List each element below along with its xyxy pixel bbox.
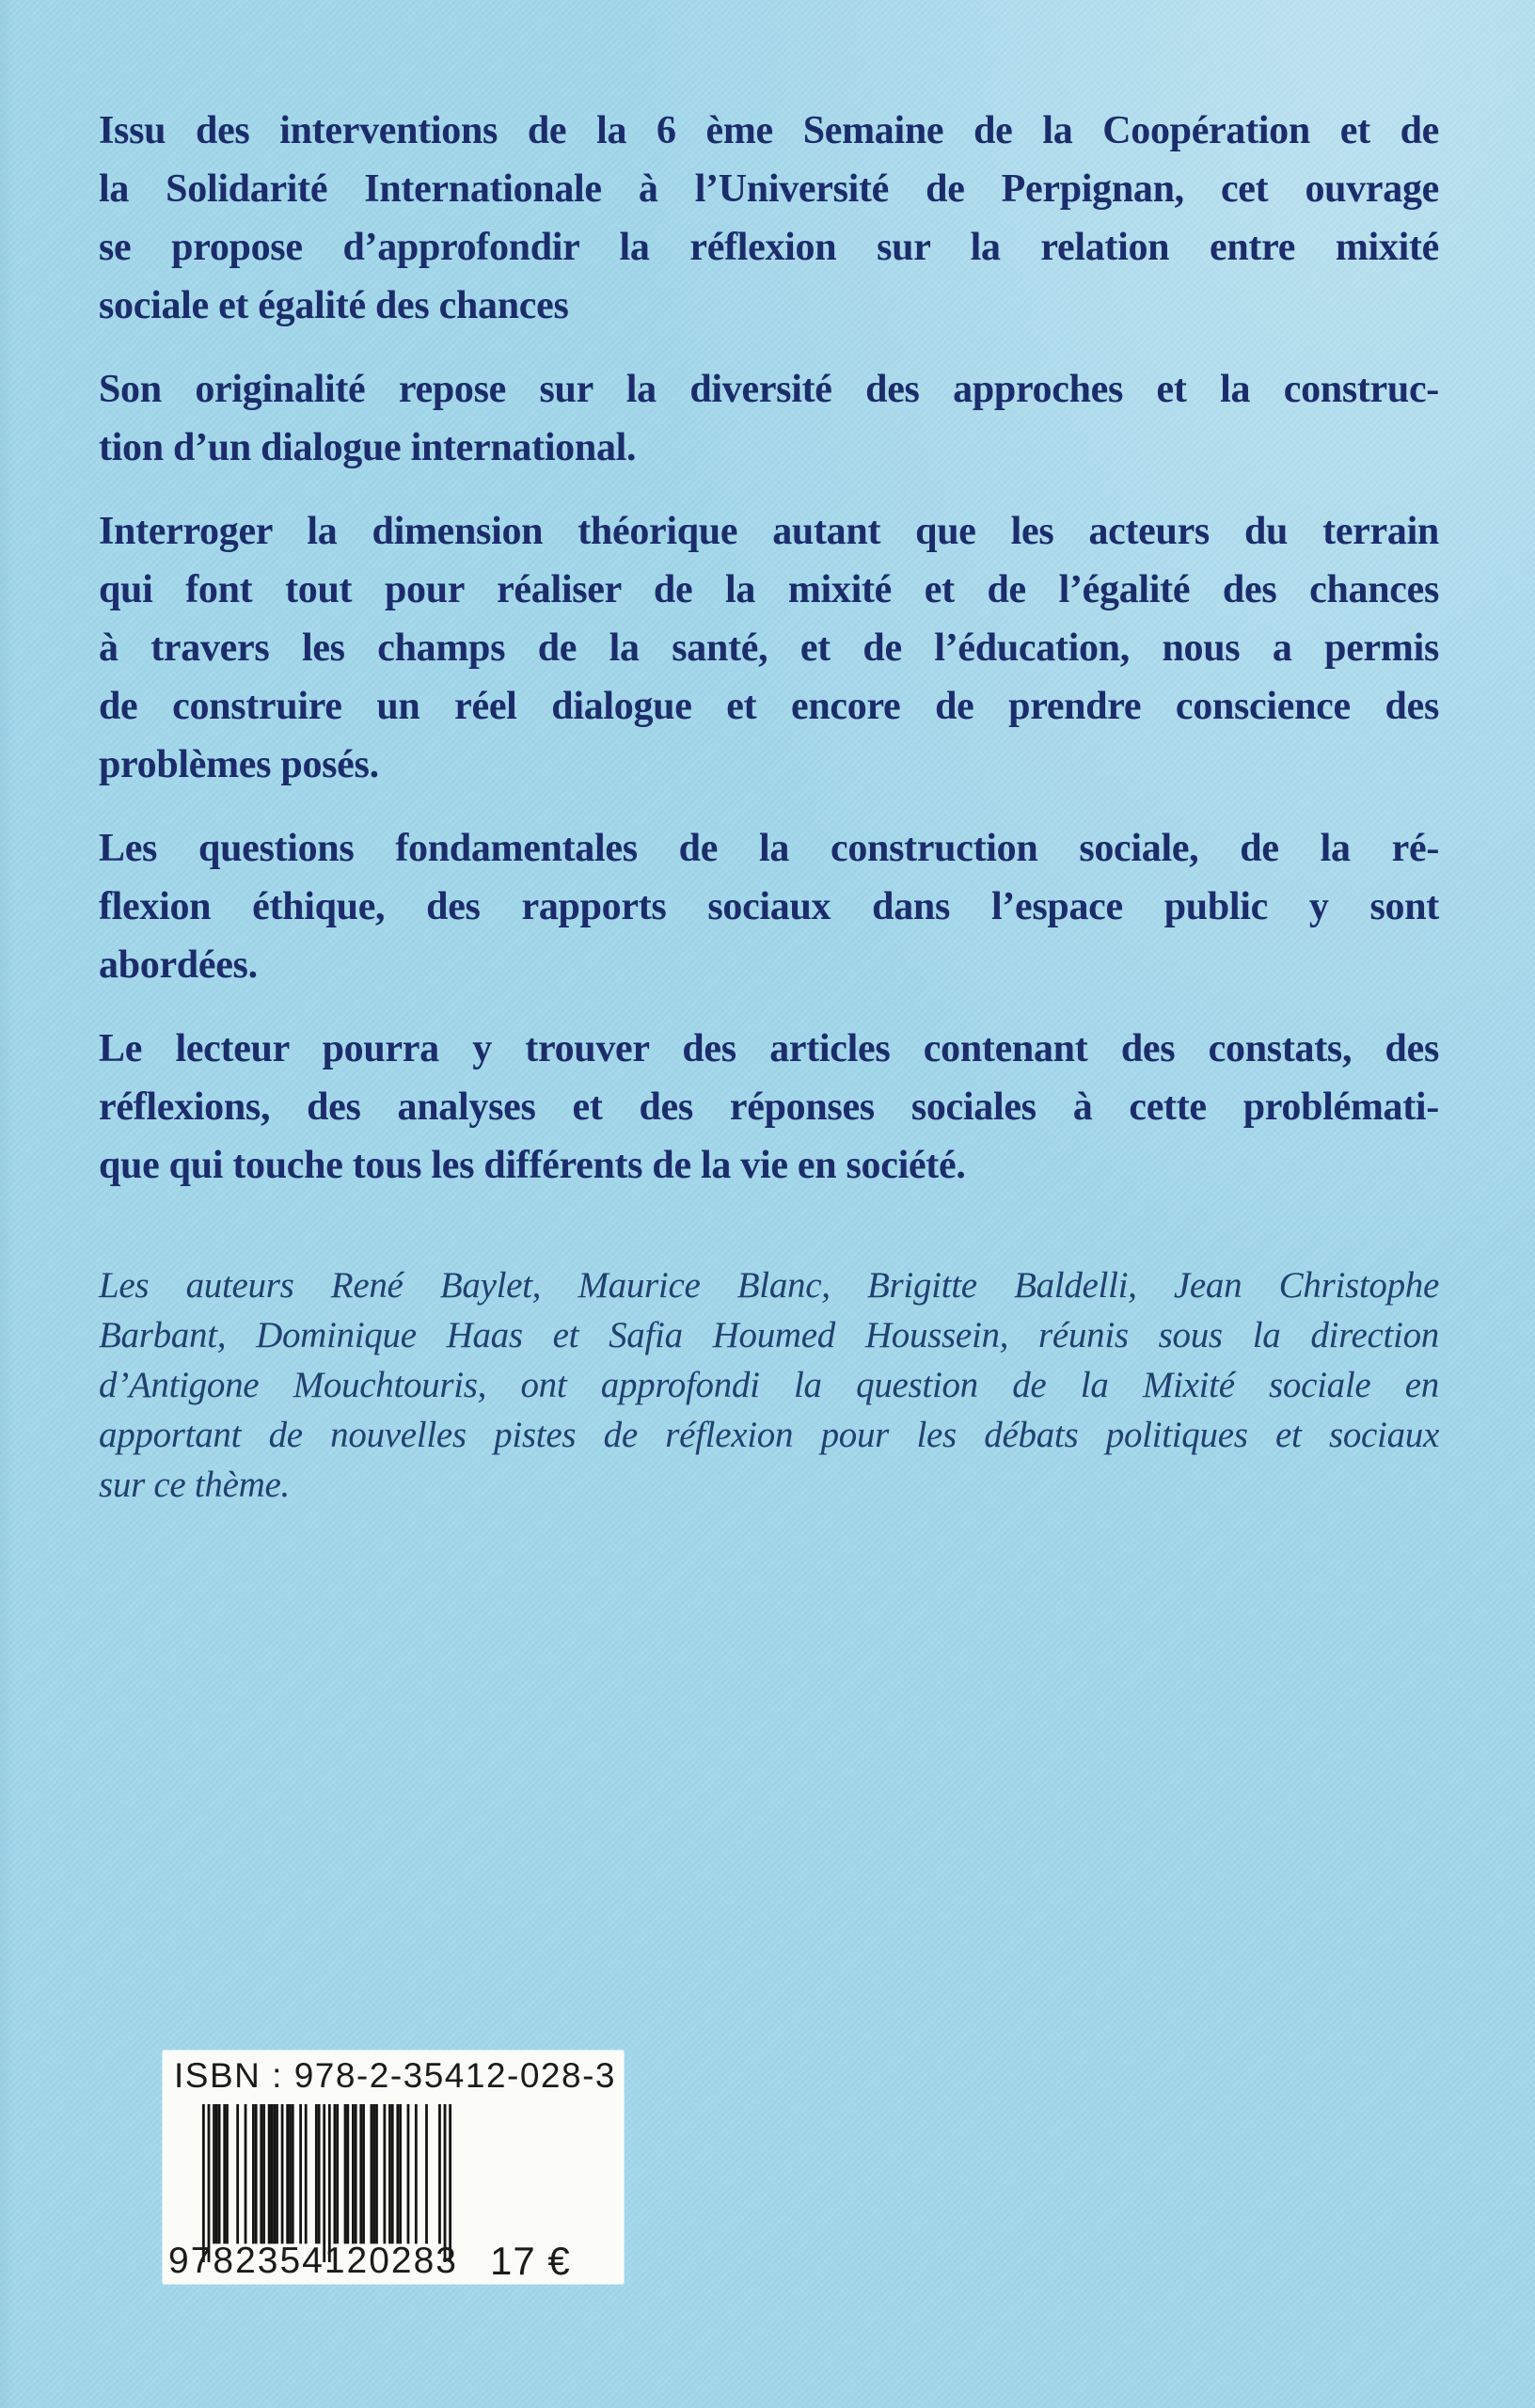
text-line: se propose d’approfondir la réflexion sur la relation entre mixité bbox=[99, 226, 1439, 269]
text-line: Issu des interventions de la 6 ème Semaine de la Coopération et de bbox=[99, 109, 1439, 152]
text-line: Les questions fondamentales de la construction sociale, de la ré- bbox=[99, 827, 1439, 870]
text-line: flexion éthique, des rapports sociaux dans l’espace public y sont bbox=[99, 885, 1439, 928]
text-line: d’Antigone Mouchtouris, ont approfondi la question de la Mixité sociale en bbox=[99, 1365, 1439, 1405]
barcode-digits bbox=[168, 2241, 458, 2282]
text-line: qui font tout pour réaliser de la mixité et de l’égalité des chances bbox=[99, 568, 1439, 611]
paragraph bbox=[99, 502, 1439, 794]
text-line: que qui touche tous les différents de la vie en société. bbox=[99, 1144, 966, 1187]
text-line: Les auteurs René Baylet, Maurice Blanc, Brigitte Baldelli, Jean Christophe bbox=[99, 1265, 1439, 1306]
text-line: Interroger la dimension théorique autant que les acteurs du terrain bbox=[99, 510, 1439, 553]
text-line: de construire un réel dialogue et encore de prendre conscience des bbox=[99, 685, 1439, 728]
barcode-digit-group: 782354 bbox=[190, 2241, 324, 2281]
text-line: tion d’un dialogue international. bbox=[99, 426, 637, 469]
paragraph bbox=[99, 102, 1439, 335]
isbn-box bbox=[163, 2051, 624, 2284]
text-line: Le lecteur pourra y trouver des articles contenant des constats, des bbox=[99, 1027, 1439, 1070]
text-line: réflexions, des analyses et des réponses sociales à cette problémati- bbox=[99, 1085, 1439, 1129]
text-line: Son originalité repose sur la diversité des approches et la construc- bbox=[99, 368, 1439, 411]
text-line: à travers les champs de la santé, et de l’éducation, nous a permis bbox=[99, 626, 1439, 670]
barcode-digit-group: 120283 bbox=[324, 2241, 458, 2281]
authors-note bbox=[99, 1260, 1439, 1510]
text-line: Barbant, Dominique Haas et Safia Houmed Houssein, réunis sous la direction bbox=[99, 1315, 1439, 1355]
body-paragraphs bbox=[99, 0, 1439, 1535]
text-line: la Solidarité Internationale à l’Université de Perpignan, cet ouvrage bbox=[99, 167, 1439, 211]
text-line: abordées. bbox=[99, 943, 258, 987]
paragraph bbox=[99, 360, 1439, 477]
isbn-label: ISBN : 978-2-35412-028-3 bbox=[174, 2056, 616, 2095]
text-line: apportant de nouvelles pistes de réflexion pour les débats politiques et sociaux bbox=[99, 1415, 1439, 1455]
barcode-digit-group: 9 bbox=[168, 2241, 191, 2281]
text-line: sur ce thème. bbox=[99, 1465, 290, 1505]
paragraph bbox=[99, 1020, 1439, 1195]
paragraph bbox=[99, 819, 1439, 994]
text-line: problèmes posés. bbox=[99, 743, 379, 786]
text-line: sociale et égalité des chances bbox=[99, 284, 569, 327]
barcode-svg bbox=[202, 2104, 451, 2262]
price-label: 17 € bbox=[490, 2239, 571, 2283]
